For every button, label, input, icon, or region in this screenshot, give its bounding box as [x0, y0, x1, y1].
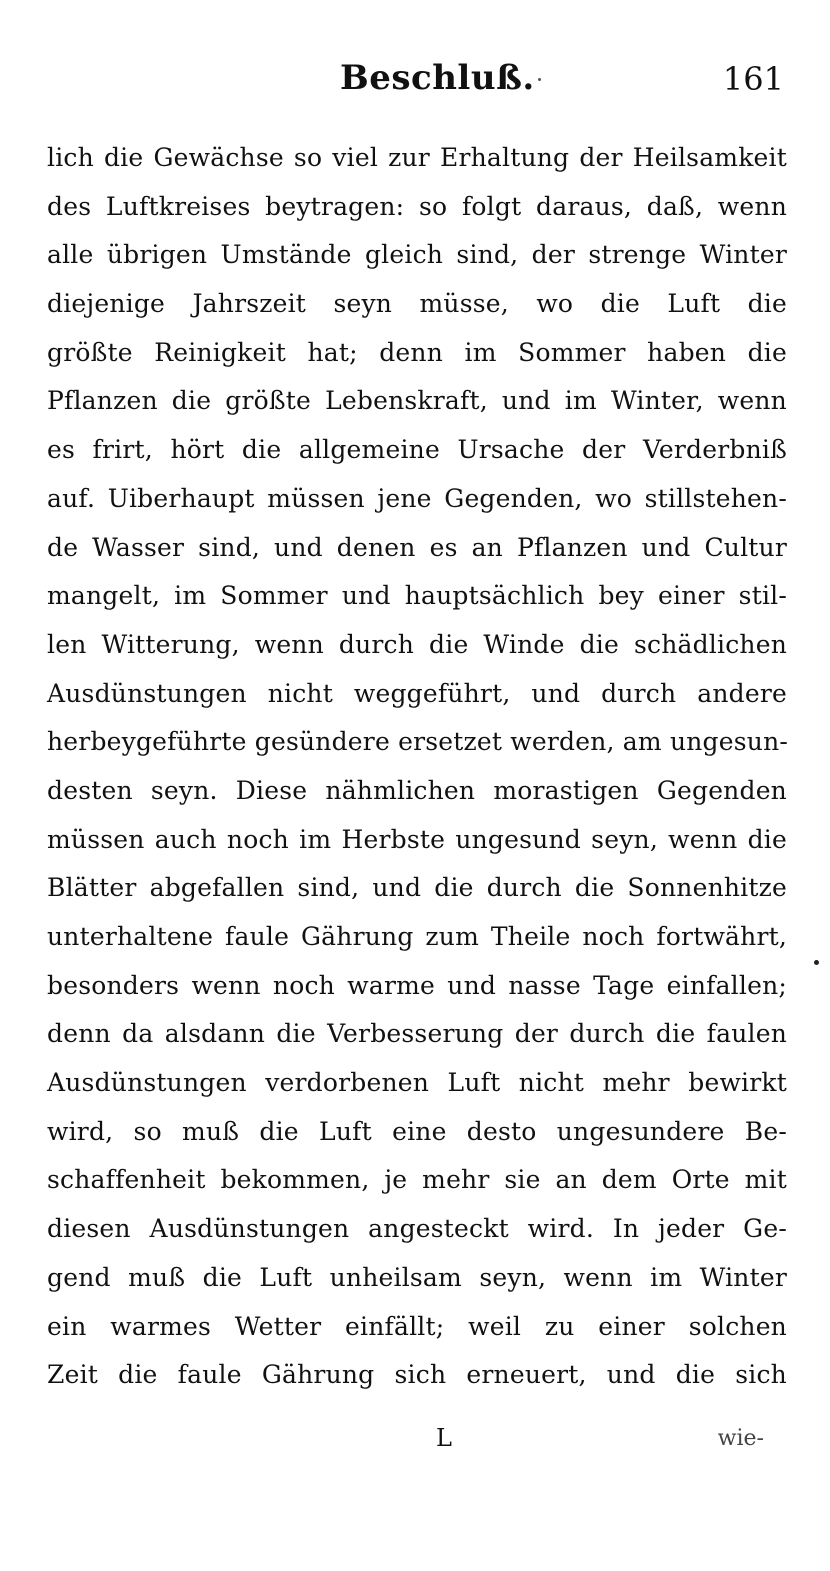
text-line: gend muß die Luft unheilsam seyn, wenn im Winter [47, 1262, 787, 1292]
text-line: desten seyn. Diese nähmlichen morastigen Gegenden [47, 775, 787, 805]
text-line: len Witterung, wenn durch die Winde die schädlichen [47, 629, 787, 659]
body-text [47, 134, 787, 1400]
text-line: lich die Gewächse so viel zur Erhaltung der Heilsamkeit [47, 143, 787, 172]
text-line: schaffenheit bekommen, je mehr sie an dem Orte mit [47, 1165, 787, 1195]
text-line: diejenige Jahrszeit seyn müsse, wo die Luft die [47, 289, 787, 319]
print-speck [538, 78, 541, 81]
text-line: ein warmes Wetter einfällt; weil zu einer solchen [47, 1311, 787, 1341]
text-line: diesen Ausdünstungen angesteckt wird. In jeder Ge- [47, 1214, 787, 1244]
text-line: Zeit die faule Gährung sich erneuert, und die sich [47, 1360, 787, 1390]
text-line: wird, so muß die Luft eine desto ungesundere Be- [47, 1116, 787, 1146]
text-line: alle übrigen Umstände gleich sind, der strenge Winter [47, 240, 787, 270]
text-line: auf. Uiberhaupt müssen jene Gegenden, wo stillstehen- [47, 483, 787, 513]
page-number: 161 [722, 60, 784, 98]
text-line: des Luftkreises beytragen: so folgt daraus, daß, wenn [47, 191, 787, 221]
page-footer [0, 1424, 830, 1464]
text-line: unterhaltene faule Gährung zum Theile noch fortwährt, [47, 922, 787, 951]
text-line: denn da alsdann die Verbesserung der durch die faulen [47, 1019, 787, 1049]
text-line: de Wasser sind, und denen es an Pflanzen und Cultur [47, 532, 787, 562]
page-header [0, 58, 830, 108]
text-line: besonders wenn noch warme und nasse Tage einfallen; [47, 970, 787, 1000]
text-line: mangelt, im Sommer und hauptsächlich bey einer stil- [47, 581, 787, 611]
catchword: wie- [717, 1426, 764, 1451]
text-line: herbeygeführte gesündere ersetzet werden, am ungesun- [47, 727, 789, 757]
text-line: müssen auch noch im Herbste ungesund seyn, wenn die [47, 824, 787, 854]
running-head: Beschluß. [340, 58, 535, 98]
text-line: Ausdünstungen nicht weggeführt, und durch andere [47, 678, 787, 708]
text-line: Pflanzen die größte Lebenskraft, und im Winter, wenn [47, 386, 787, 416]
text-line: größte Reinigkeit hat; denn im Sommer haben die [47, 337, 787, 367]
text-line: es frirt, hört die allgemeine Ursache der Verderbniß [47, 435, 787, 465]
signature-mark: L [436, 1424, 452, 1452]
text-line: Ausdünstungen verdorbenen Luft nicht mehr bewirkt [47, 1068, 787, 1098]
text-line: Blätter abgefallen sind, und die durch die Sonnenhitze [47, 873, 787, 903]
margin-speck [814, 960, 819, 965]
